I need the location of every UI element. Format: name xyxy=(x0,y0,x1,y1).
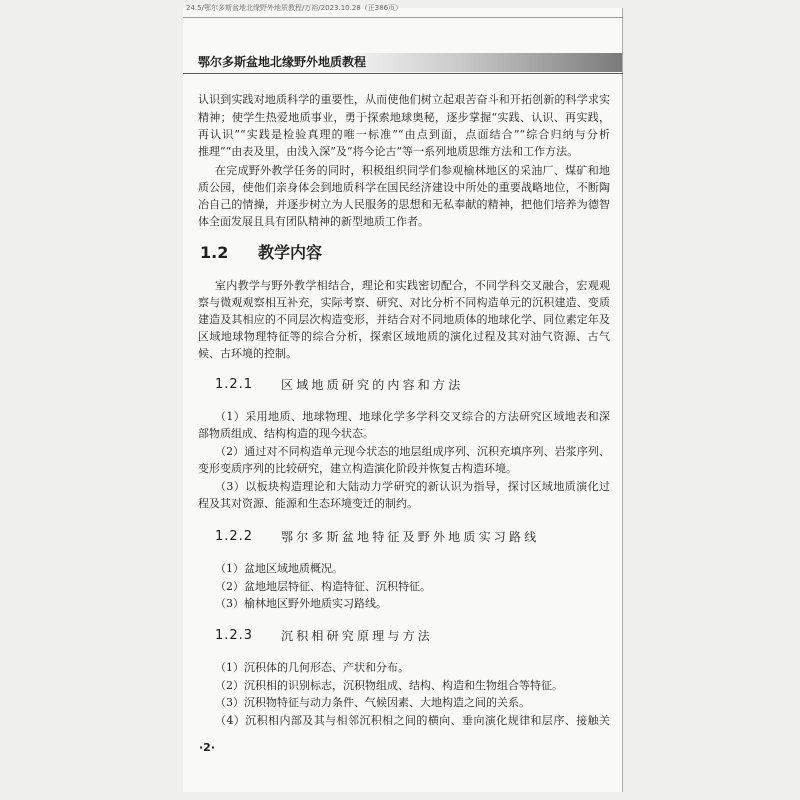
list-item-line: （3）榆林地区野外地质实习路线。 xyxy=(215,597,387,610)
list-item-line: （2）盆地地层特征、构造特征、沉积特征。 xyxy=(215,580,431,593)
body-line: 冶自己的情操，并逐步树立为人民服务的思想和无私奉献的精神，把他们培养为德智 xyxy=(198,198,610,211)
list-item-line: 程及其对资源、能源和生态环境变迁的制约。 xyxy=(198,497,418,510)
section-title: 沉积相研究原理与方法 xyxy=(281,629,434,643)
list-item-line: （2）通过对不同构造单元现今状态的地层组成序列、沉积充填序列、岩浆序列、 xyxy=(215,445,610,458)
running-title: 鄂尔多斯盆地北缘野外地质教程 xyxy=(198,55,367,69)
scan-header-text: 24.5/鄂尔多斯盆地北缘野外地质教程/万裕/2023.10.28（正386页） xyxy=(186,4,403,12)
body-line: 室内教学与野外教学相结合，理论和实践密切配合，不同学科交叉融合，宏观观 xyxy=(215,279,610,292)
body-line: 在完成野外教学任务的同时，积极组织同学们参观榆林地区的采油厂、煤矿和地 xyxy=(215,164,610,177)
section-number: 1.2 xyxy=(200,243,229,262)
body-line: 察与微观观察相互补充，实际考察、研究、对比分析不同构造单元的沉积建造、变质 xyxy=(198,296,610,309)
top-rule xyxy=(183,17,623,18)
header-rule xyxy=(183,73,623,74)
list-item-line: （2）沉积相的识别标志，沉积物组成、结构、构造和生物组合等特征。 xyxy=(215,679,563,692)
list-item-line: （1）采用地质、地球物理、地球化学多学科交叉综合的方法研究区域地表和深 xyxy=(215,410,610,423)
body-line: 建造及其相应的不同层次构造变形，并结合对不同地质体的地球化学、同位素定年及 xyxy=(198,313,610,326)
body-line: 候、古环境的控制。 xyxy=(198,347,297,360)
list-item-line: （4）沉积相内部及其与相邻沉积相之间的横向、垂向演化规律和层序、接触关 xyxy=(215,714,610,727)
section-heading-1-2-2 xyxy=(215,528,610,546)
body-line: 再认识”“实践是检验真理的唯一标准”“由点到面，点面结合”“综合归纳与分析 xyxy=(198,128,610,141)
page-number: ·2· xyxy=(199,741,216,754)
section-number: 1.2.3 xyxy=(215,628,254,643)
body-line: 精神；使学生热爱地质事业，勇于探索地球奥秘，逐步掌握“实践、认识、再实践， xyxy=(198,111,610,124)
section-title: 鄂尔多斯盆地特征及野外地质实习路线 xyxy=(281,530,540,544)
section-heading-1-2-3 xyxy=(215,627,610,645)
section-title: 教学内容 xyxy=(258,243,323,262)
body-line: 区域地球物理特征等的综合分析，探索区域地质的演化过程及其对油气资源、古气 xyxy=(198,330,610,343)
list-item-line: （1）沉积体的几何形态、产状和分布。 xyxy=(215,661,409,674)
section-number: 1.2.2 xyxy=(215,529,254,544)
list-item-line: （3）以板块构造理论和大陆动力学研究的新认识为指导，探讨区域地质演化过 xyxy=(215,480,610,493)
list-item-line: 部物质组成、结构构造的现今状态。 xyxy=(198,427,374,440)
body-line: 认识到实践对地质科学的重要性，从而使他们树立起艰苦奋斗和开拓创新的科学求实 xyxy=(198,93,610,106)
section-heading-1-2 xyxy=(200,242,322,264)
body-line: 体全面发展且具有团队精神的新型地质工作者。 xyxy=(198,215,429,228)
list-item-line: （3）沉积物特征与动力条件、气候因素、大地构造之间的关系。 xyxy=(215,696,530,709)
list-item-line: （1）盆地区域地质概况。 xyxy=(215,562,343,575)
list-item-line: 变形变质序列的比较研究，建立构造演化阶段并恢复古构造环境。 xyxy=(198,462,517,475)
section-number: 1.2.1 xyxy=(215,377,254,392)
body-line: 质公园，使他们亲身体会到地质科学在国民经济建设中所处的重要战略地位，不断陶 xyxy=(198,181,610,194)
section-heading-1-2-1 xyxy=(215,376,610,394)
body-line: 推理”“由表及里，由浅入深”及“将今论古”等一系列地质思维方法和工作方法。 xyxy=(198,145,579,158)
header-gradient-bar xyxy=(330,53,622,72)
section-title: 区域地质研究的内容和方法 xyxy=(281,378,464,392)
